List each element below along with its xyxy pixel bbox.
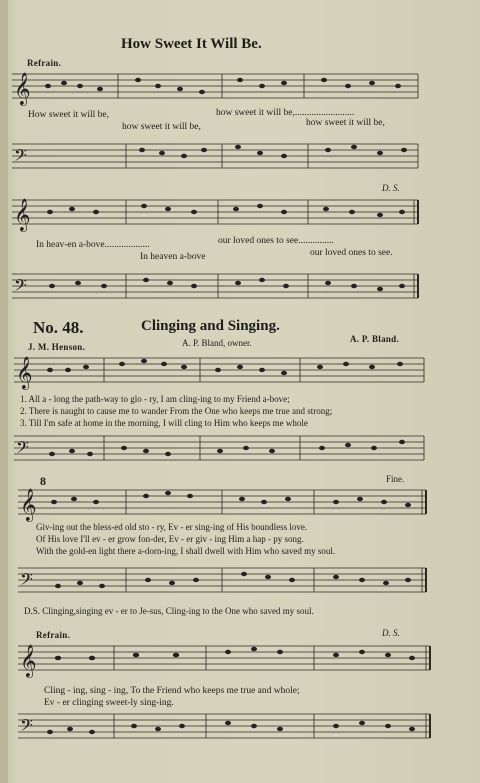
svg-text:𝄞: 𝄞 <box>14 72 31 105</box>
music-staff-5 <box>10 348 428 392</box>
verse-1-line-a: 1. All a - long the path-way to glo - ry, I am cling-ing to my Friend a-bove; <box>20 394 290 404</box>
lyric-line: how sweet it will be, <box>122 122 201 132</box>
hymn-title: Clinging and Singing. <box>141 318 280 334</box>
lyric-line: In heaven a-bove <box>140 252 206 262</box>
lyric-line: how sweet it will be, <box>306 118 385 128</box>
refrain-label: Refrain. <box>36 630 71 640</box>
ds-lyric-line: D.S. Clinging,singing ev - er to Je-sus, Cling-ing to the One who saved my soul. <box>24 606 314 616</box>
ds-marking: D. S. <box>382 183 400 193</box>
composer-credit: A. P. Bland. <box>350 334 400 344</box>
verse-3-line-b: With the gold-en light there a-dorn-ing, I shall dwell with Him who saved my soul. <box>36 546 336 556</box>
verse-1-line-b: Giv-ing out the bless-ed old sto - ry, Ev - er sing-ing of His boundless love. <box>36 522 308 532</box>
svg-text:𝄞: 𝄞 <box>20 644 37 677</box>
music-staff-4 <box>8 262 420 308</box>
svg-text:𝄞: 𝄞 <box>20 488 37 521</box>
refrain-label: Refrain. <box>27 58 62 68</box>
svg-text:𝄢: 𝄢 <box>16 437 29 461</box>
music-staff-2 <box>8 132 420 176</box>
music-staff-10 <box>14 706 434 750</box>
music-staff-1 <box>8 66 420 114</box>
music-staff-9 <box>14 636 434 682</box>
lyric-line: our loved ones to see. <box>310 248 393 258</box>
fine-marking: Fine. <box>386 474 405 484</box>
owner-credit: A. P. Bland, owner. <box>182 338 252 348</box>
music-staff-8 <box>14 558 430 604</box>
lyric-line: our loved ones to see............... <box>218 236 334 246</box>
music-staff-3 <box>8 192 420 238</box>
lyric-line: How sweet it will be, <box>28 110 110 120</box>
measure-number: 8 <box>40 474 46 488</box>
refrain-line-2: Ev - er clinging sweet-ly sing-ing. <box>44 698 174 708</box>
svg-text:𝄢: 𝄢 <box>14 145 27 169</box>
author-credit: J. M. Henson. <box>28 342 86 352</box>
svg-text:𝄞: 𝄞 <box>14 198 31 231</box>
verse-2-line-a: 2. There is naught to cause me to wander From the One who keeps me true and strong; <box>20 406 333 416</box>
svg-text:𝄢: 𝄢 <box>14 275 27 299</box>
svg-text:𝄞: 𝄞 <box>16 356 33 389</box>
hymn-title: How Sweet It Will Be. <box>121 36 262 52</box>
verse-2-line-b: Of His love I'll ev - er grow fon-der, Ev - er giv - ing Him a hap - py song. <box>36 534 304 544</box>
svg-text:𝄢: 𝄢 <box>20 715 33 739</box>
page-binding <box>0 0 8 783</box>
music-staff-7 <box>14 480 430 524</box>
music-staff-6 <box>10 428 428 470</box>
lyric-line: how sweet it will be,......................... <box>216 108 355 118</box>
svg-text:𝄢: 𝄢 <box>20 569 33 593</box>
ds-marking: D. S. <box>382 628 400 638</box>
refrain-line-1: Cling - ing, sing - ing, To the Friend who keeps me true and whole; <box>44 686 300 696</box>
hymn-number: No. 48. <box>33 318 84 337</box>
lyric-line: In heav-en a-bove................... <box>36 240 150 250</box>
verse-3-line-a: 3. Till I'm safe at home in the morning, I will cling to Him who keeps me whole <box>20 418 308 428</box>
